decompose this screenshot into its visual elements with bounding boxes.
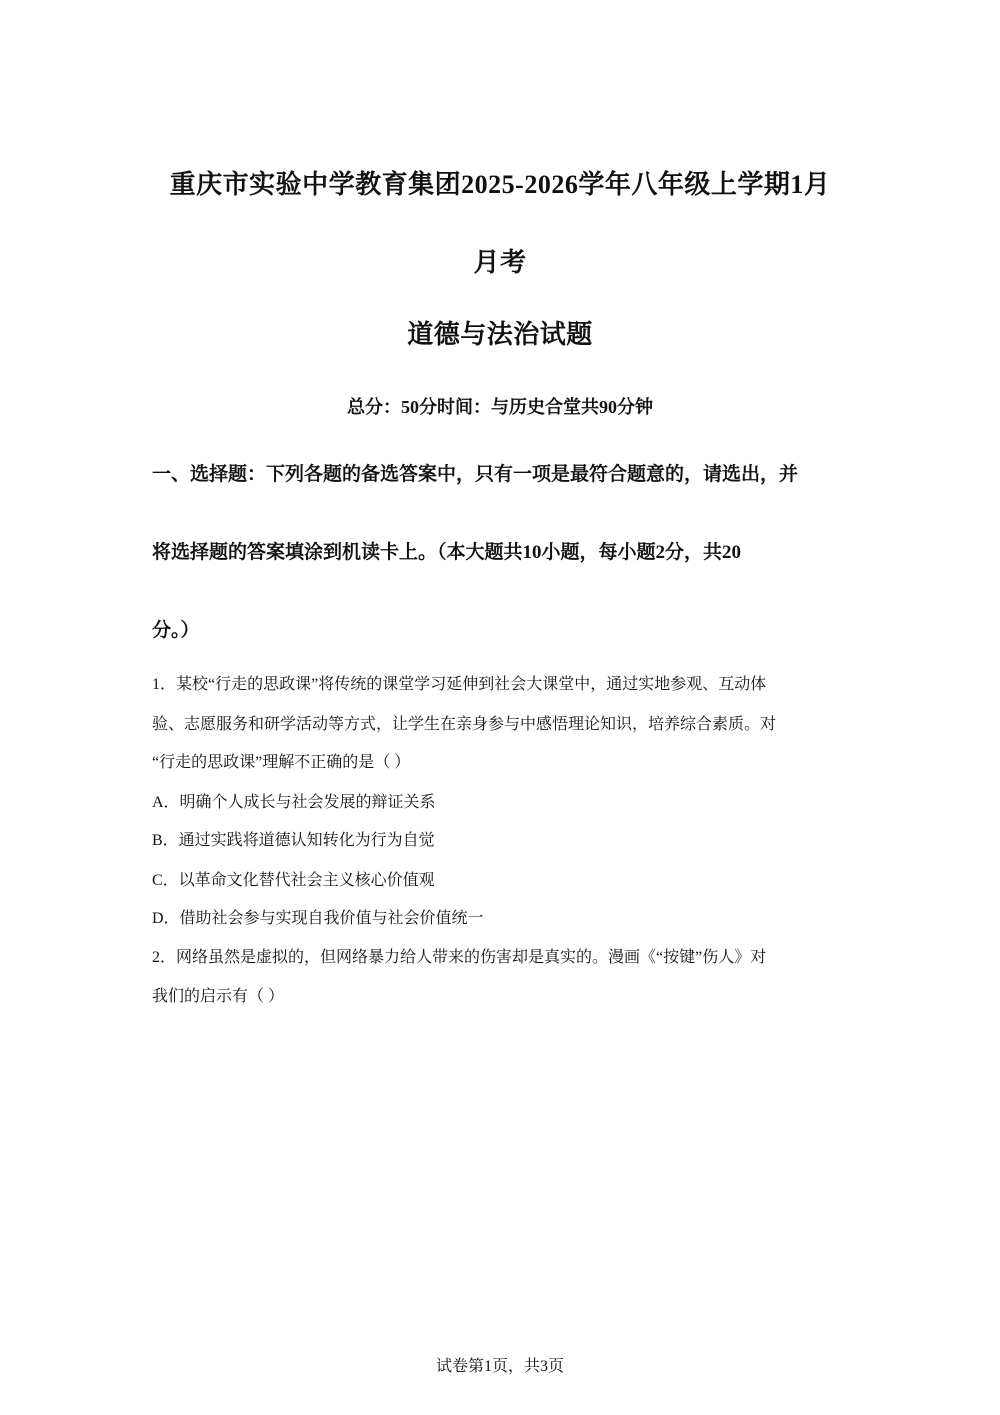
question-1-stem-line-2: 验、志愿服务和研学活动等方式，让学生在亲身参与中感悟理论知识，培养综合素质。对 bbox=[152, 716, 777, 733]
exam-subject-title: 道德与法治试题 bbox=[407, 320, 593, 349]
section-heading-line-3: 分。） bbox=[152, 620, 200, 641]
question-2-stem-line-1: 2．网络虽然是虚拟的，但网络暴力给人带来的伤害却是真实的。漫画《“按键”伤人》对 bbox=[152, 949, 767, 966]
question-1-option-d: D．借助社会参与实现自我价值与社会价值统一 bbox=[152, 910, 484, 927]
exam-title-line-2: 月考 bbox=[473, 248, 527, 277]
section-heading-line-1: 一、选择题：下列各题的备选答案中，只有一项是最符合题意的，请选出，并 bbox=[152, 464, 799, 485]
question-1-option-a: A．明确个人成长与社会发展的辩证关系 bbox=[152, 794, 436, 811]
question-1-option-b: B．通过实践将道德认知转化为行为自觉 bbox=[152, 832, 435, 849]
question-1-stem-line-3: “行走的思政课”理解不正确的是（ ） bbox=[152, 754, 411, 771]
question-2-stem-line-2: 我们的启示有（ ） bbox=[152, 988, 285, 1005]
score-and-time-info: 总分：50分时间：与历史合堂共90分钟 bbox=[347, 397, 653, 417]
section-heading-line-2: 将选择题的答案填涂到机读卡上。（本大题共10小题，每小题2分，共20 bbox=[152, 542, 742, 563]
page-footer: 试卷第1页，共3页 bbox=[435, 1358, 564, 1375]
question-1-stem-line-1: 1．某校“行走的思政课”将传统的课堂学习延伸到社会大课堂中，通过实地参观、互动体 bbox=[152, 676, 767, 693]
question-1-option-c: C．以革命文化替代社会主义核心价值观 bbox=[152, 872, 435, 889]
exam-title-line-1: 重庆市实验中学教育集团2025-2026学年八年级上学期1月 bbox=[169, 170, 831, 199]
